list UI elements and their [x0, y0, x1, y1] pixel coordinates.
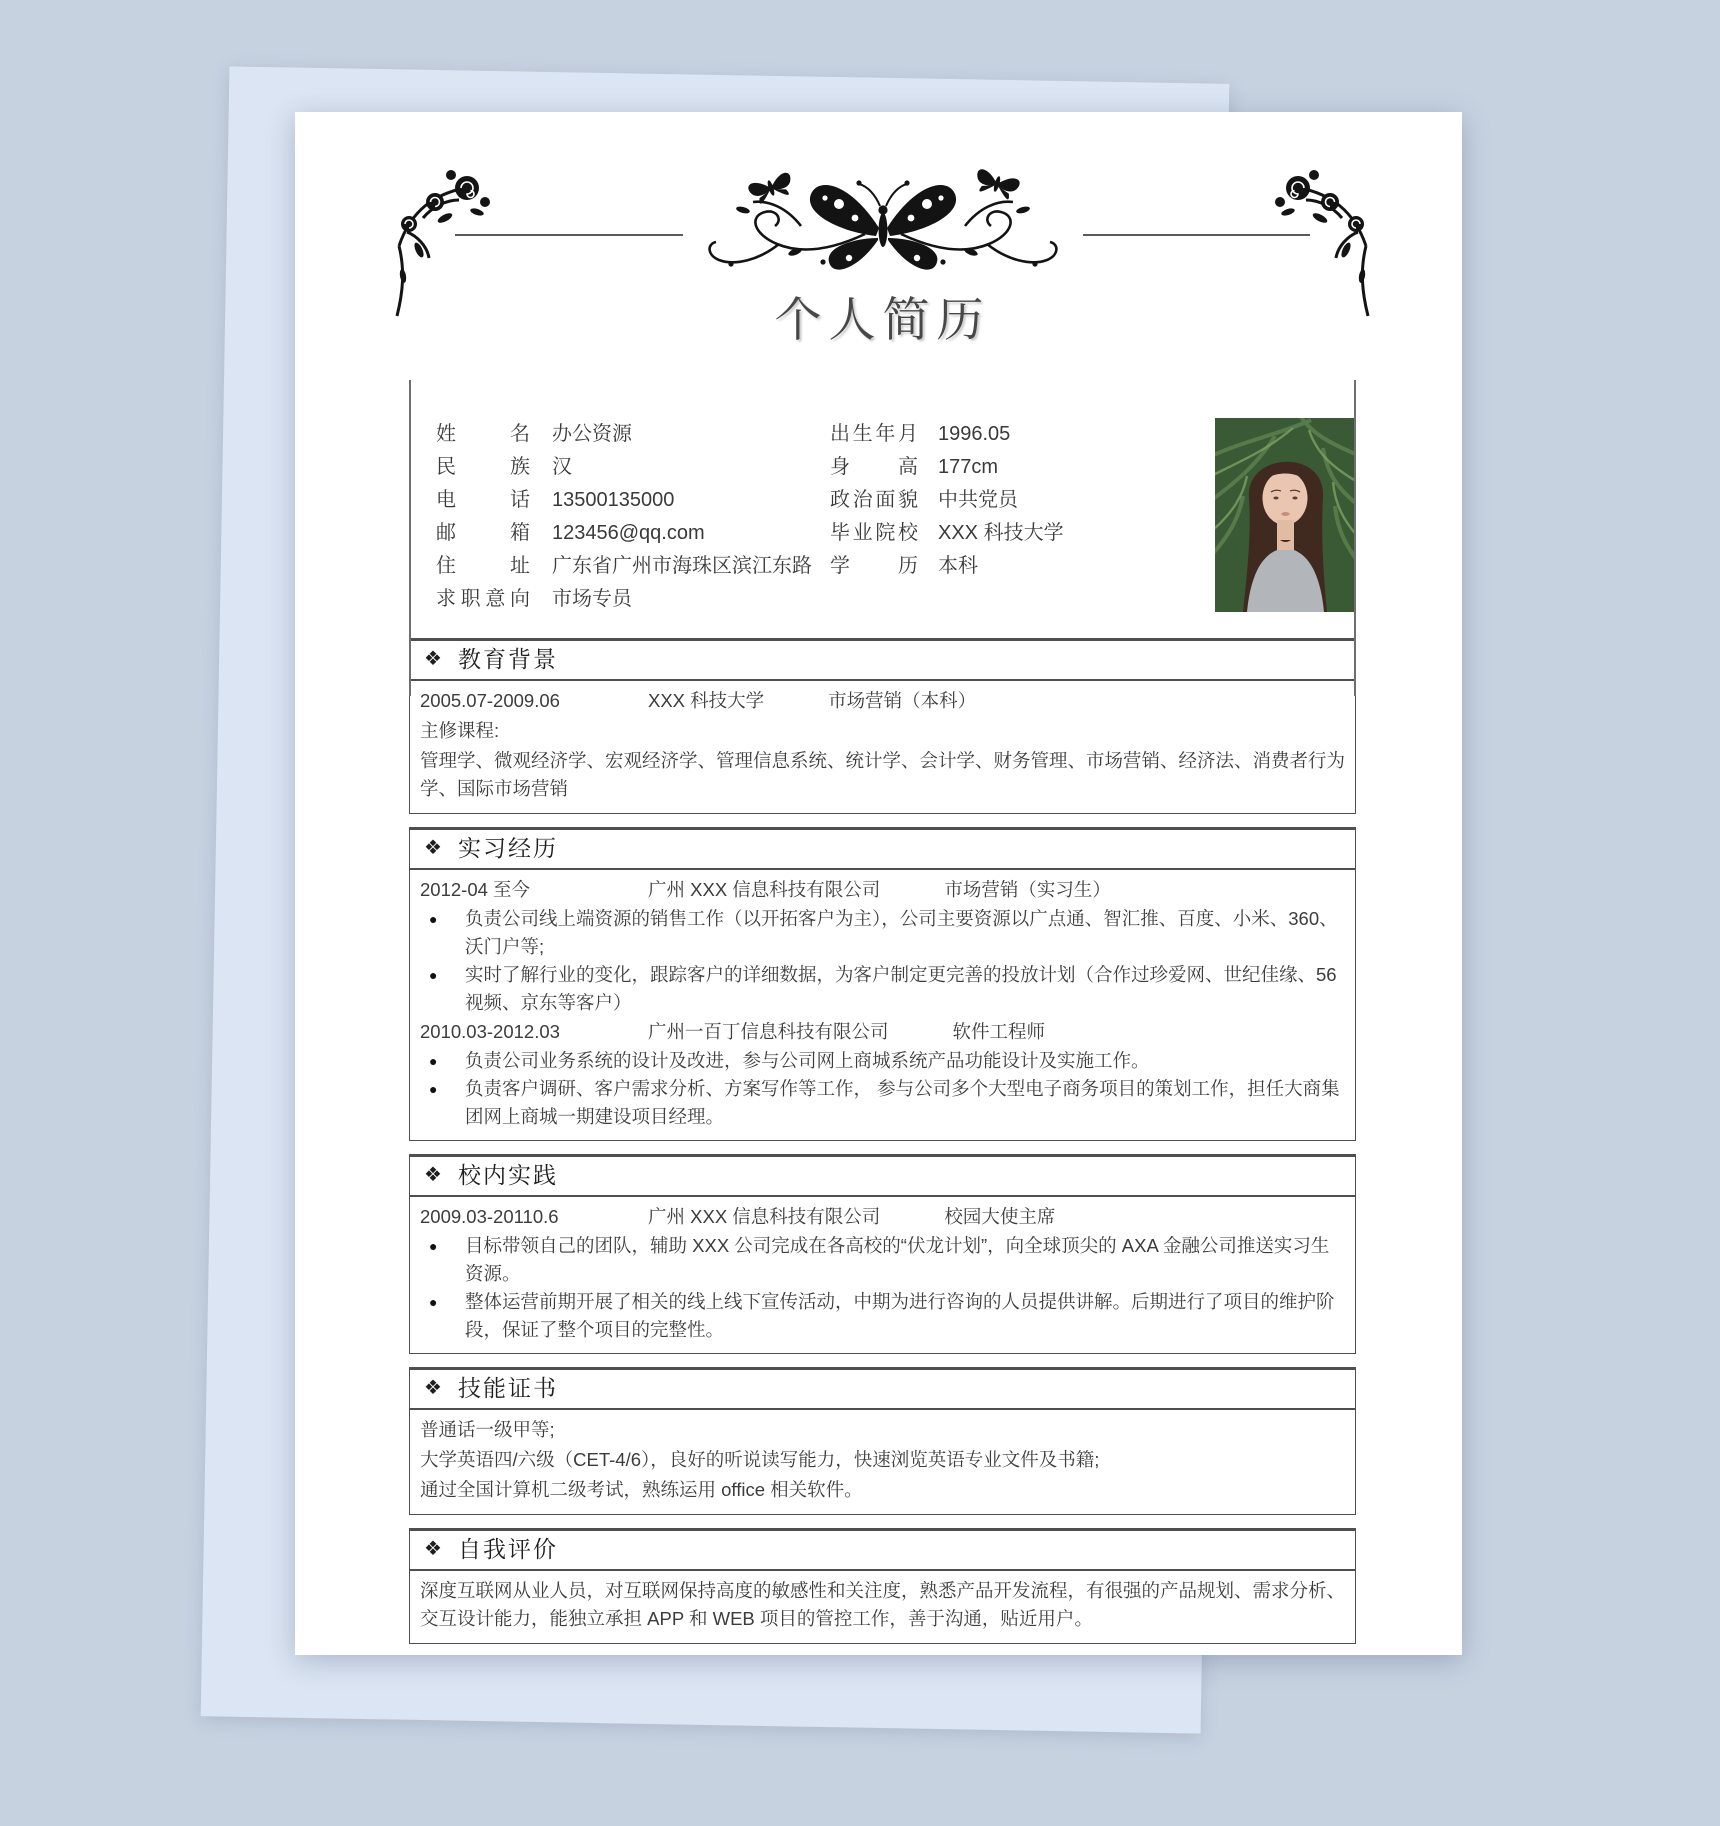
section-marker-icon: ❖: [424, 837, 442, 859]
info-value-address: 广东省广州市海珠区滨江东路: [552, 555, 812, 577]
campus-date: 2009.03-20110.6: [420, 1206, 559, 1227]
job-position: 软件工程师: [952, 1021, 1046, 1042]
evaluation-heading: [410, 1531, 1355, 1571]
job-company: 广州一百丁信息科技有限公司: [648, 1021, 889, 1042]
bullet-text: 负责客户调研、客户需求分析、方案写作等工作， 参与公司多个大型电子商务项目的策划工作，担任大商集团网上商城一期建设项目经理。: [465, 1078, 1340, 1127]
info-label-height: 身 高: [830, 456, 918, 478]
info-row-school: [830, 517, 1130, 550]
skills-heading: [410, 1370, 1355, 1410]
bullet-icon: ●: [429, 911, 438, 927]
internship-entry-row: [420, 875, 1345, 905]
bullet-icon: ●: [429, 1294, 438, 1310]
info-row-intention: [436, 583, 830, 616]
skills-body: [410, 1410, 1355, 1514]
bullet-item: [420, 1047, 1345, 1075]
info-row-address: [436, 550, 830, 583]
skill-line: 大学英语四/六级（CET-4/6），良好的听说读写能力，快速浏览英语专业文件及书籍;: [420, 1449, 1100, 1470]
info-value-birth: 1996.05: [938, 423, 1011, 445]
bullet-item: [420, 961, 1345, 1017]
info-label-degree: 学 历: [830, 555, 918, 577]
info-column-left: [409, 418, 830, 614]
evaluation-text: 深度互联网从业人员，对互联网保持高度的敏感性和关注度，熟悉产品开发流程，有很强的产品规划、需求分析、交互设计能力，能独立承担 APP 和 WEB 项目的管控工作，善于沟通，贴近用户。: [420, 1580, 1346, 1629]
job-date: 2012-04 至今: [420, 879, 531, 900]
info-label-phone: 电 话: [436, 489, 530, 511]
bullet-text: 负责公司线上端资源的销售工作（以开拓客户为主），公司主要资源以广点通、智汇推、百度、小米、360、沃门户等;: [465, 908, 1338, 957]
section-self-evaluation: [409, 1528, 1356, 1644]
bullet-icon: ●: [429, 1053, 438, 1069]
internship-body: [410, 870, 1355, 1140]
side-vine-right: [1354, 380, 1356, 696]
profile-photo-image: [1215, 418, 1356, 612]
info-label-birth: 出生年月: [830, 423, 918, 445]
info-label-name: 姓 名: [436, 423, 530, 445]
section-marker-icon: ❖: [424, 648, 442, 670]
info-row-height: [830, 451, 1130, 484]
job-company: 广州 XXX 信息科技有限公司: [648, 879, 881, 900]
info-row-phone: [436, 484, 830, 517]
courses-list: 管理学、微观经济学、宏观经济学、管理信息系统、统计学、会计学、财务管理、市场营销、经济法、消费者行为学、国际市场营销: [420, 750, 1346, 799]
section-internship: [409, 827, 1356, 1141]
education-heading: [410, 641, 1355, 681]
campus-position: 校园大使主席: [944, 1206, 1056, 1227]
personal-info: [409, 418, 1356, 614]
info-label-ethnic: 民 族: [436, 456, 530, 478]
side-vine-left: [409, 380, 411, 696]
internship-entry-row: [420, 1017, 1345, 1047]
campus-heading-text: 校内实践: [457, 1162, 558, 1188]
evaluation-heading-text: 自我评价: [457, 1536, 558, 1562]
campus-entry-row: [420, 1202, 1345, 1232]
education-body: [410, 681, 1355, 813]
info-label-political: 政治面貌: [830, 489, 918, 511]
education-heading-text: 教育背景: [457, 646, 558, 672]
info-row-email: [436, 517, 830, 550]
info-value-email: 123456@qq.com: [552, 522, 705, 544]
education-major: 市场营销（本科）: [828, 690, 977, 711]
bullet-icon: ●: [429, 967, 438, 983]
skill-line: 通过全国计算机二级考试，熟练运用 office 相关软件。: [420, 1479, 863, 1500]
profile-photo: [1215, 418, 1356, 612]
info-label-email: 邮 箱: [436, 522, 530, 544]
internship-heading: [410, 830, 1355, 870]
info-value-political: 中共党员: [938, 489, 1018, 511]
section-campus-practice: [409, 1154, 1356, 1354]
bullet-item: [420, 1232, 1345, 1288]
campus-body: [410, 1197, 1355, 1353]
bullet-item: [420, 1075, 1345, 1131]
skills-heading-text: 技能证书: [457, 1375, 558, 1401]
info-value-degree: 本科: [938, 555, 978, 577]
bullet-text: 负责公司业务系统的设计及改进，参与公司网上商城系统产品功能设计及实施工作。: [465, 1050, 1150, 1071]
section-education: [409, 638, 1356, 814]
floral-corner-right-icon: [1260, 166, 1372, 318]
info-row-ethnic: [436, 451, 830, 484]
skill-line: 普通话一级甲等;: [420, 1419, 555, 1440]
info-row-name: [436, 418, 830, 451]
bullet-item: [420, 905, 1345, 961]
section-marker-icon: ❖: [424, 1164, 442, 1186]
job-position: 市场营销（实习生）: [944, 879, 1111, 900]
job-date: 2010.03-2012.03: [420, 1021, 560, 1042]
bullet-item: [420, 1288, 1345, 1344]
courses-label: 主修课程:: [420, 720, 500, 741]
internship-heading-text: 实习经历: [457, 835, 558, 861]
info-value-name: 办公资源: [552, 423, 632, 445]
info-column-right: [830, 418, 1130, 614]
education-date: 2005.07-2009.06: [420, 690, 560, 711]
bullet-text: 目标带领自己的团队，辅助 XXX 公司完成在各高校的“伏龙计划”，向全球顶尖的 AXA 金融公司推送实习生资源。: [465, 1235, 1330, 1284]
butterfly-ornament-icon: [683, 168, 1083, 290]
info-value-ethnic: 汉: [552, 456, 572, 478]
bullet-text: 实时了解行业的变化，跟踪客户的详细数据，为客户制定更完善的投放计划（合作过珍爱网、世纪佳缘、56 视频、京东等客户）: [465, 964, 1337, 1013]
resume-content: [409, 168, 1356, 1644]
info-label-intention: 求职意向: [436, 588, 530, 610]
page-title: 个人简历: [774, 293, 991, 346]
education-entry-row: [420, 686, 1345, 716]
header-decoration: [409, 168, 1356, 286]
info-label-school: 毕业院校: [830, 522, 918, 544]
resume-page: [295, 112, 1462, 1655]
bullet-icon: ●: [429, 1081, 438, 1097]
info-value-intention: 市场专员: [552, 588, 632, 610]
section-skills: [409, 1367, 1356, 1515]
info-row-birth: [830, 418, 1130, 451]
bullet-text: 整体运营前期开展了相关的线上线下宣传活动，中期为进行咨询的人员提供讲解。后期进行了项目的维护阶段，保证了整个项目的完整性。: [465, 1291, 1335, 1340]
campus-heading: [410, 1157, 1355, 1197]
info-value-school: XXX 科技大学: [938, 522, 1064, 544]
education-school: XXX 科技大学: [648, 690, 765, 711]
info-label-address: 住 址: [436, 555, 530, 577]
info-value-phone: 13500135000: [552, 489, 675, 511]
info-row-degree: [830, 550, 1130, 583]
section-marker-icon: ❖: [424, 1377, 442, 1399]
bullet-icon: ●: [429, 1238, 438, 1254]
evaluation-body: [410, 1571, 1355, 1643]
campus-company: 广州 XXX 信息科技有限公司: [648, 1206, 881, 1227]
info-row-political: [830, 484, 1130, 517]
floral-corner-left-icon: [393, 166, 505, 318]
section-marker-icon: ❖: [424, 1538, 442, 1560]
info-value-height: 177cm: [938, 456, 999, 478]
